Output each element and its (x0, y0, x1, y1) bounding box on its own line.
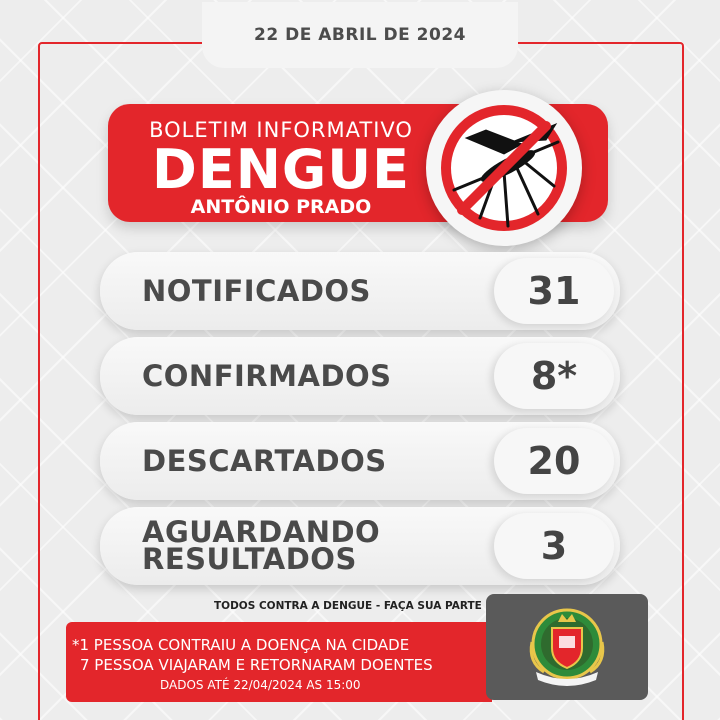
footnote-panel (66, 622, 492, 702)
no-mosquito-icon (426, 90, 582, 246)
city-coat-of-arms-logo (524, 602, 610, 692)
stat-label-line1: AGUARDANDO (142, 515, 381, 549)
stat-label: CONFIRMADOS (142, 358, 392, 393)
stat-row-notified (100, 252, 620, 330)
bulletin-subtitle: BOLETIM INFORMATIVO (149, 118, 413, 142)
stat-row-awaiting (100, 507, 620, 585)
stat-label: NOTIFICADOS (142, 273, 371, 308)
stat-row-confirmed (100, 337, 620, 415)
footnote-line2: 7 PESSOA VIAJARAM E RETORNARAM DOENTES (80, 656, 433, 674)
stat-value: 31 (494, 258, 614, 324)
stat-label-line2: RESULTADOS (142, 542, 357, 576)
stat-value: 20 (494, 428, 614, 494)
stat-label: DESCARTADOS (142, 443, 387, 478)
stat-label (142, 507, 380, 585)
data-timestamp: DADOS ATÉ 22/04/2024 AS 15:00 (160, 678, 361, 692)
stat-value: 8* (494, 343, 614, 409)
date-label: 22 DE ABRIL DE 2024 (202, 2, 518, 68)
city-name: ANTÔNIO PRADO (190, 196, 372, 218)
footnote-line1: *1 PESSOA CONTRAIU A DOENÇA NA CIDADE (72, 636, 410, 654)
bulletin-title: DENGUE (152, 138, 410, 201)
stat-row-discarded (100, 422, 620, 500)
stat-value: 3 (494, 513, 614, 579)
slogan-text: TODOS CONTRA A DENGUE - FAÇA SUA PARTE (214, 600, 482, 612)
city-logo-panel (486, 594, 648, 700)
